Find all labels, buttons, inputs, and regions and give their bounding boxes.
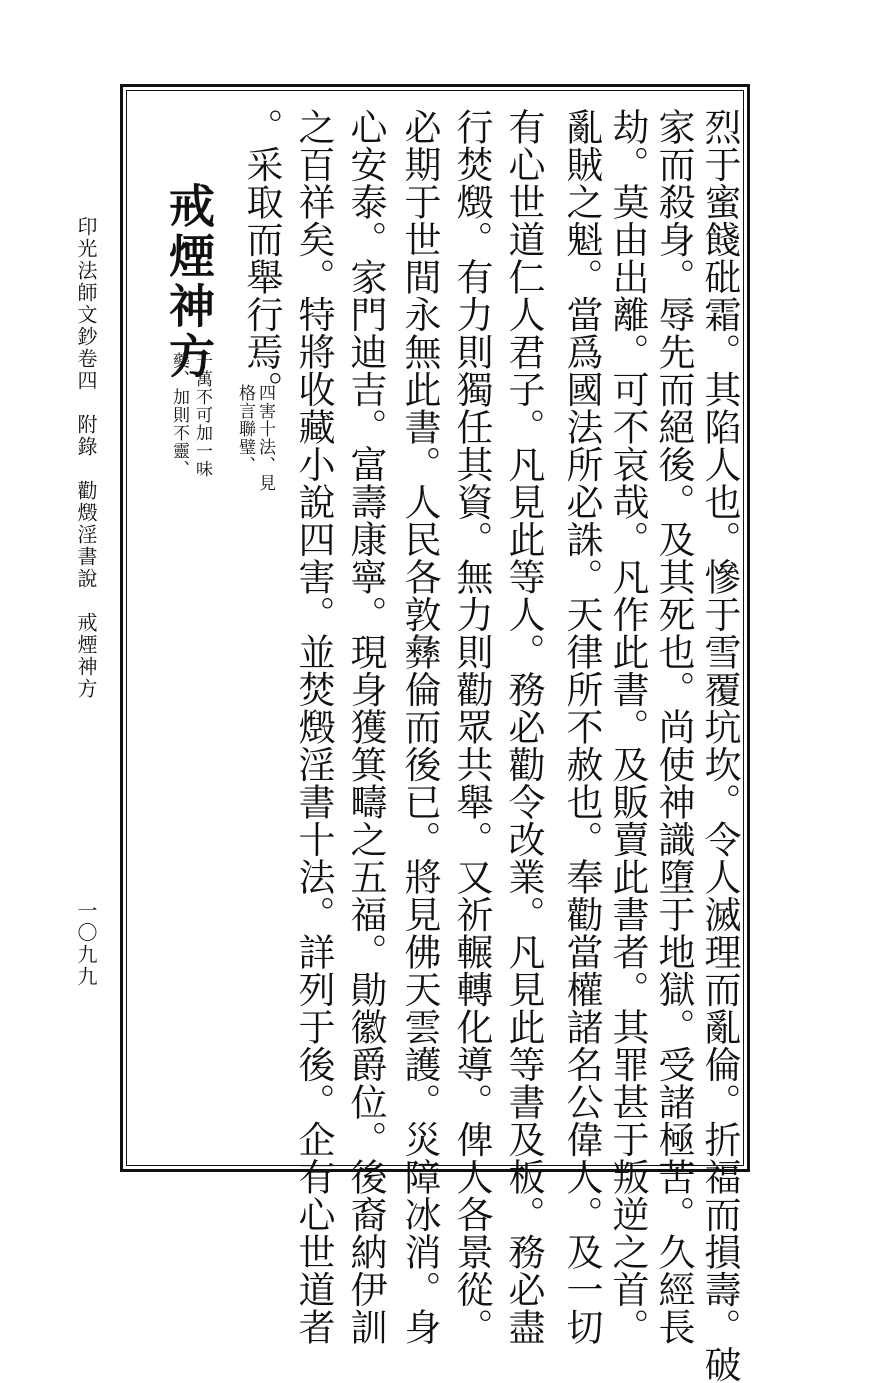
page-number: 一〇九九 (74, 900, 98, 988)
body-line-4: 亂賊之魁。當爲國法所必誅。天律所不赦也。奉勸當權諸名公偉人。及一切 (560, 108, 603, 1346)
body-line-8: 心安泰。家門迪吉。富壽康寧。現身獲箕疇之五福。勛徽爵位。後裔納伊訓 (344, 108, 387, 1346)
section-title: 戒煙神方 (162, 182, 216, 382)
body-line-7: 必期于世間永無此書。人民各敦彝倫而後已。將見佛天雲護。災障冰消。身 (398, 108, 441, 1346)
body-line-10: 。采取而舉行焉。 (240, 108, 283, 408)
running-header: 印光法師文鈔卷四 附錄 勸燬淫書說 戒煙神方 (74, 216, 98, 700)
body-line-3: 劫。莫由出離。可不哀哉。凡作此書。及販賣此書者。其罪甚于叛逆之首。 (606, 108, 649, 1346)
title-note-line-1: 千萬不可加一味 (192, 352, 212, 478)
body-line-2: 家而殺身。辱先而絕後。及其死也。尚使神識墮于地獄。受諸極苦。久經長 (652, 108, 695, 1346)
note-line-2: 格言聯璧、 (235, 384, 255, 474)
body-line-9: 之百祥矣。特將收藏小說四害。並焚燬淫書十法。詳列于後。企有心世道者 (292, 108, 335, 1346)
note-line-1: 四害十法、見 (255, 384, 275, 492)
title-note-line-2: 藥、加則不靈、 (169, 352, 189, 478)
body-line-6: 行焚燬。有力則獨任其資。無力則勸眾共舉。又祈輾轉化導。俾人各景從。 (450, 108, 493, 1346)
body-line-1: 烈于蜜餞砒霜。其陷人也。慘于雪覆坑坎。令人滅理而亂倫。折福而損壽。破 (698, 108, 741, 1383)
body-line-5: 有心世道仁人君子。凡見此等人。務必勸令改業。凡見此等書及板。務必盡 (502, 108, 545, 1346)
